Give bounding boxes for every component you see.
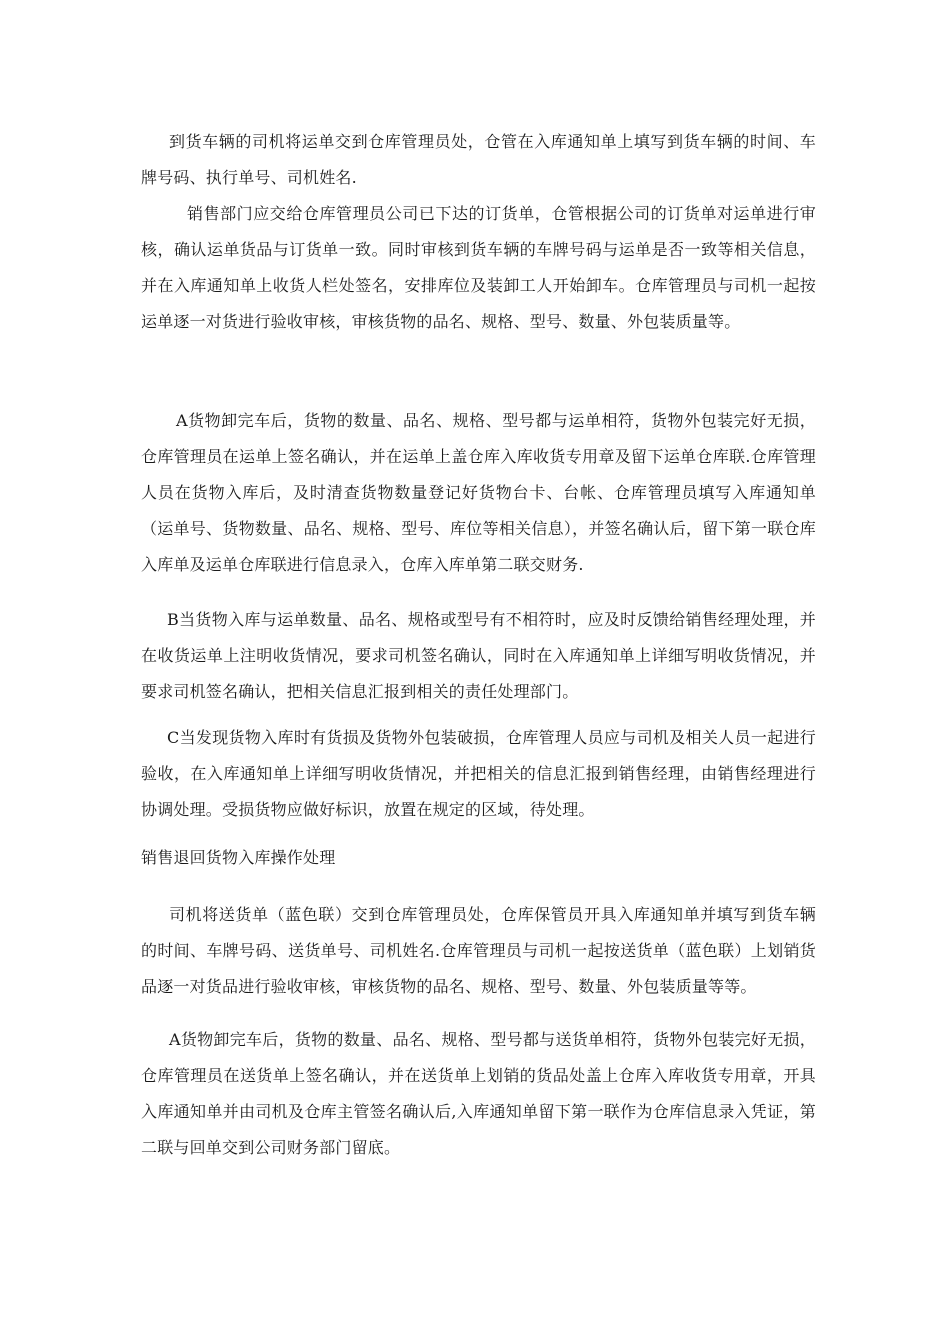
paragraph-case-b-mismatch: B当货物入库与运单数量、品名、规格或型号有不相符时，应及时反馈给销售经理处理，并在收货运单上注明收货情况，要求司机签名确认，同时在入库通知单上详细写明收货情况，并要求司机签名确认，把相关信息汇报到相关的责任处理部门。: [141, 610, 816, 701]
paragraph-arrival-registration: 到货车辆的司机将运单交到仓库管理员处，仓管在入库通知单上填写到货车辆的时间、车牌号码、执行单号、司机姓名.: [141, 132, 816, 187]
paragraph-order-verification: 销售部门应交给仓库管理员公司已下达的订货单，仓管根据公司的订货单对运单进行审核，确认运单货品与订货单一致。同时审核到货车辆的车牌号码与运单是否一致等相关信息，并在入库通知单上收货人栏处签名，安排库位及装卸工人开始卸车。仓库管理员与司机一起按运单逐一对货进行验收审核，审核货物的品名、规格、型号、数量、外包装质量等。: [141, 204, 816, 331]
paragraph-case-a-match: A货物卸完车后，货物的数量、品名、规格、型号都与运单相符，货物外包装完好无损，仓库管理员在运单上签名确认，并在运单上盖仓库入库收货专用章及留下运单仓库联.仓库管理人员在货物入库后，及时清查货物数量登记好货物台卡、台帐、仓库管理员填写入库通知单（运单号、货物数量、品名、规格、型号、库位等相关信息），并签名确认后，留下第一联仓库入库单及运单仓库联进行信息录入，仓库入库单第二联交财务.: [141, 411, 816, 574]
paragraph-return-case-a: A货物卸完车后，货物的数量、品名、规格、型号都与送货单相符，货物外包装完好无损，仓库管理员在送货单上签名确认，并在送货单上划销的货品处盖上仓库入库收货专用章，开具入库通知单并由司机及仓库主管签名确认后,入库通知单留下第一联作为仓库信息录入凭证，第二联与回单交到公司财务部门留底。: [141, 1030, 816, 1157]
section-heading-sales-return: 销售退回货物入库操作处理: [141, 848, 336, 867]
paragraph-case-c-damage: C当发现货物入库时有货损及货物外包装破损，仓库管理人员应与司机及相关人员一起进行验收，在入库通知单上详细写明收货情况，并把相关的信息汇报到销售经理，由销售经理进行协调处理。受损货物应做好标识，放置在规定的区域，待处理。: [141, 728, 816, 819]
paragraph-return-delivery: 司机将送货单（蓝色联）交到仓库管理员处，仓库保管员开具入库通知单并填写到货车辆的时间、车牌号码、送货单号、司机姓名.仓库管理员与司机一起按送货单（蓝色联）上划销货品逐一对货品进行验收审核，审核货物的品名、规格、型号、数量、外包装质量等等。: [141, 905, 816, 996]
